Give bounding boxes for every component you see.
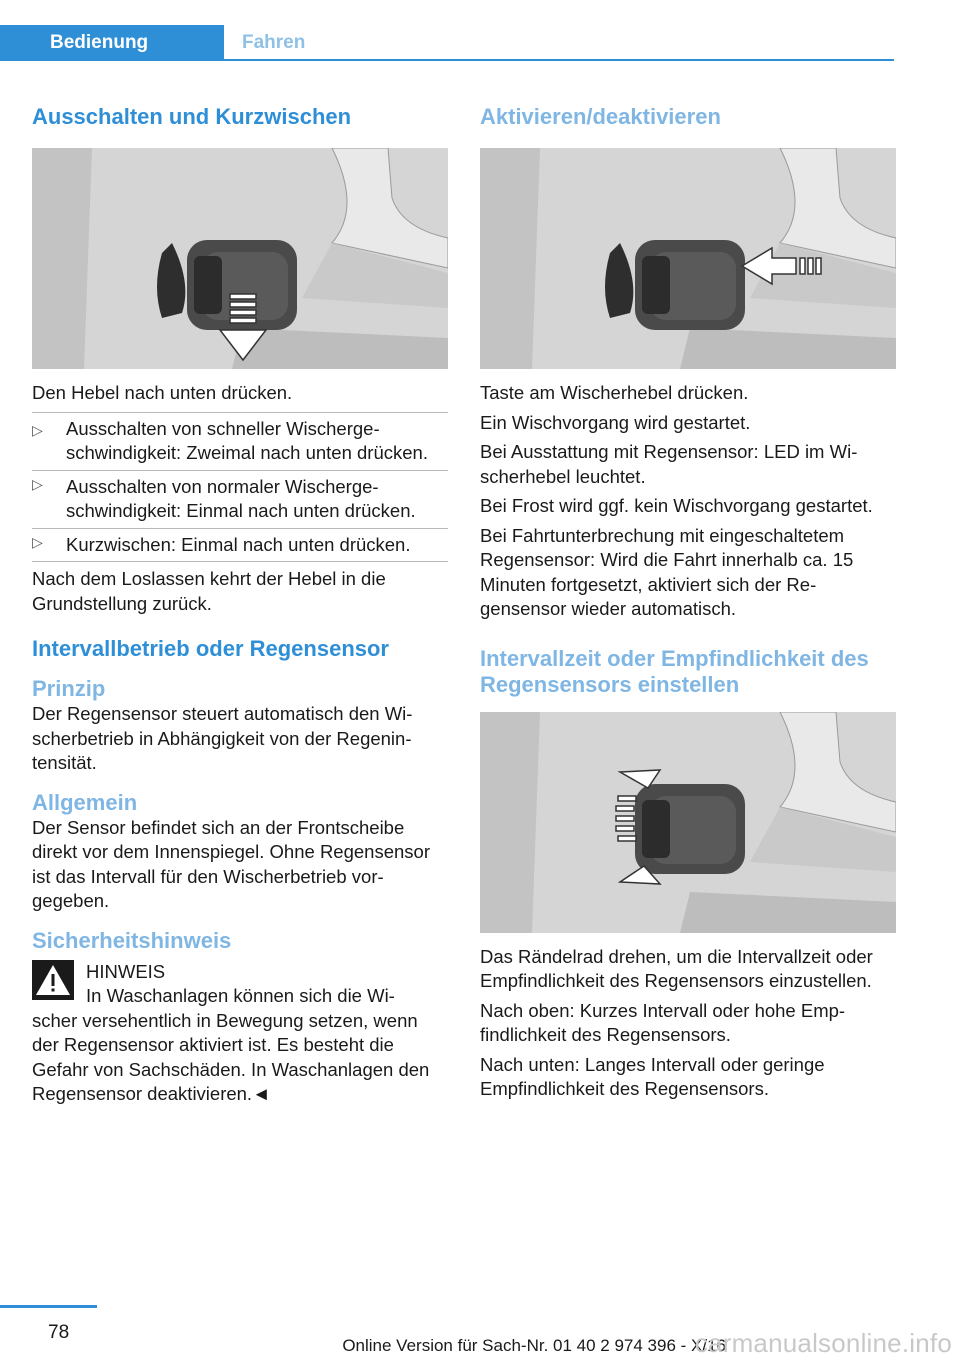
text-up: Nach oben: Kurzes Intervall oder hohe Empfindlichkeit des Regensensors.: [480, 999, 846, 1045]
online-version-note: Online Version für Sach-Nr. 01 40 2 974 396 - X/16: [342, 1336, 726, 1355]
bullet-text: Kurzwischen: Einmal nach unten drücken.: [66, 533, 411, 555]
lever-down-illustration: [32, 148, 448, 369]
tab-fahren[interactable]: Fahren: [242, 32, 306, 53]
list-item: [32, 417, 448, 466]
figure-thumbwheel: [480, 712, 896, 933]
bullet-text: Ausschalten von normaler Wischergeschwindigkeit: Einmal nach unten drücken.: [66, 475, 416, 521]
text-general: Der Sensor befindet sich an der Frontscheibe direkt vor dem Innenspiegel. Ohne Regensensor ist das Intervall für den Wischerbetrieb vorgegeben.: [32, 816, 430, 911]
tab-bedienung[interactable]: Bedienung: [0, 25, 224, 61]
warning-title: HINWEIS: [86, 960, 166, 982]
text-wipe-started: Ein Wischvorgang wird gestartet.: [480, 411, 751, 433]
subheading-sicherheitshinweis: Sicherheitshinweis: [32, 927, 232, 953]
subheading-allgemein: Allgemein: [32, 789, 138, 815]
triangle-bullet-icon: ▷: [32, 475, 43, 492]
text-interruption: Bei Fahrtunterbrechung mit eingeschaltetem Regensensor: Wird die Fahrt innerhalb ca. 15 Minuten fortgesetzt, aktiviert sich der Regensensor wieder automatisch.: [480, 524, 854, 619]
text-down: Nach unten: Langes Intervall oder geringe Empfindlichkeit des Regensensors.: [480, 1053, 825, 1099]
text-turn-wheel: Das Rändelrad drehen, um die Intervallzeit oder Empfindlichkeit des Regensensors einzustellen.: [480, 945, 873, 991]
text-release: Nach dem Loslassen kehrt der Hebel in die Grundstellung zurück.: [32, 568, 386, 614]
list-item: [32, 528, 448, 558]
button-press-illustration: [480, 148, 896, 369]
warning-first-line: In Waschanlagen können sich die Wi-: [86, 985, 395, 1006]
list-item: [32, 470, 448, 524]
text-frost: Bei Frost wird ggf. kein Wischvorgang gestartet.: [480, 495, 873, 516]
right-column: [480, 100, 896, 1102]
heading-intervallbetrieb: Intervallbetrieb oder Regensensor: [32, 636, 389, 661]
warning-text: scher versehentlich in Bewegung setzen, wenn der Regensensor aktiviert ist. Es besteht die Gefahr von Sachschäden. In Waschanlagen den Regensensor deaktivieren.◄: [32, 1009, 430, 1104]
figure-lever-down: [32, 148, 448, 369]
chapter-tab-bar: [0, 25, 894, 61]
heading-intervallzeit: Intervallzeit oder Empfindlichkeit des Regensensors einstellen: [480, 645, 869, 697]
subheading-prinzip: Prinzip: [32, 676, 106, 701]
warning-block: [32, 960, 448, 1009]
footer-rule: [0, 1305, 97, 1308]
heading-aktivieren: Aktivieren/deaktivieren: [480, 104, 721, 129]
text-led: Bei Ausstattung mit Regensensor: LED im Wischerhebel leuchtet.: [480, 441, 858, 487]
thumbwheel-illustration: [480, 712, 896, 933]
bullet-list-off: [32, 412, 448, 563]
bullet-text: Ausschalten von schneller Wischergeschwindigkeit: Zweimal nach unten drücken.: [66, 417, 428, 463]
figure-button-press: [480, 148, 896, 369]
heading-ausschalten: Ausschalten und Kurzwischen: [32, 104, 352, 129]
triangle-bullet-icon: ▷: [32, 421, 43, 438]
page-number: 78: [48, 1322, 70, 1343]
warning-triangle-icon: [32, 960, 74, 1000]
text-press-button: Taste am Wischerhebel drücken.: [480, 382, 749, 403]
watermark: carmanualsonline.info: [694, 1328, 952, 1358]
text-lever-down: Den Hebel nach unten drücken.: [32, 382, 293, 403]
triangle-bullet-icon: ▷: [32, 533, 43, 550]
left-column: [32, 100, 448, 1107]
text-principle: Der Regensensor steuert automatisch den Wischerbetrieb in Abhängigkeit von der Regenintensität.: [32, 703, 413, 773]
tab-bar-rule: [0, 59, 894, 61]
